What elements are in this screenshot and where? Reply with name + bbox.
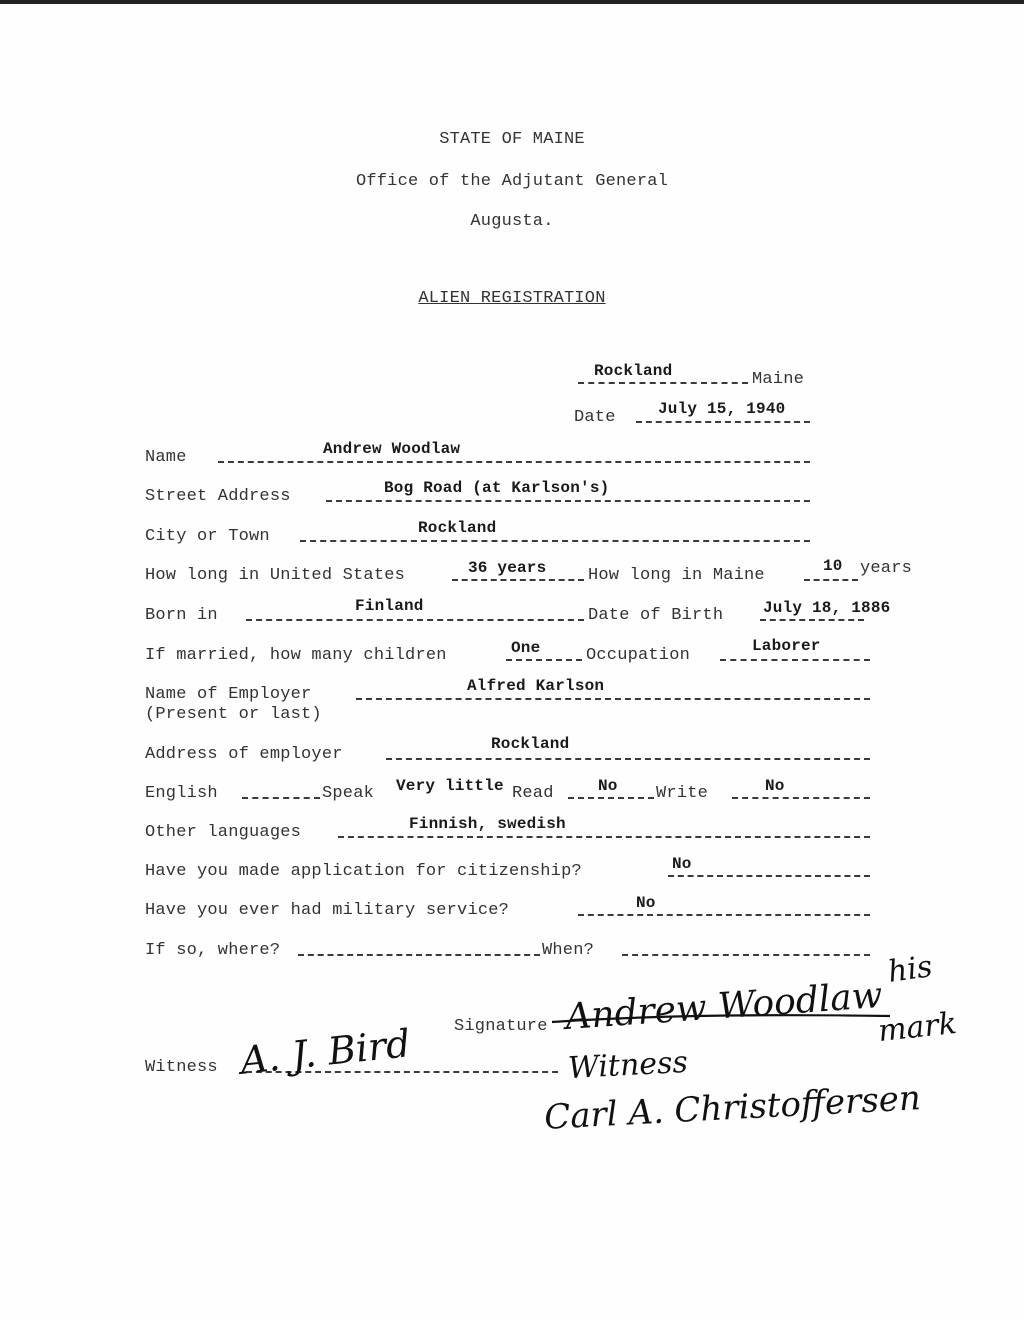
children-label: If married, how many children (145, 646, 447, 665)
citizenship-value: No (672, 855, 692, 873)
form-title: ALIEN REGISTRATION (418, 289, 606, 308)
office-heading: Office of the Adjutant General (355, 172, 669, 191)
name-label: Name (145, 448, 187, 467)
employer-sublabel: (Present or last) (145, 705, 322, 724)
place-town: Rockland (594, 362, 673, 380)
military-label: Have you ever had military service? (145, 901, 510, 920)
employer-label: Name of Employer (145, 685, 312, 704)
born-value: Finland (355, 597, 424, 615)
place-state-label: Maine (752, 370, 805, 389)
signature-his: his (885, 949, 935, 990)
born-label: Born in (145, 606, 218, 625)
street-label: Street Address (145, 487, 291, 506)
dob-value: July 18, 1886 (763, 599, 891, 617)
occupation-value: Laborer (752, 637, 821, 655)
employer-value: Alfred Karlson (467, 677, 605, 695)
city-label: City or Town (145, 527, 270, 546)
speak-value: Very little (396, 777, 504, 795)
other-languages-value: Finnish, swedish (409, 815, 566, 833)
date-label: Date (574, 408, 616, 427)
read-label: Read (512, 784, 554, 803)
city-value: Rockland (418, 519, 497, 537)
dob-label: Date of Birth (588, 606, 724, 625)
signature-name: Andrew Woodlaw (563, 974, 884, 1039)
where-label: If so, where? (145, 941, 281, 960)
witness-signature: A. J. Bird (238, 1021, 413, 1083)
maine-years-suffix: years (860, 559, 913, 578)
write-value: No (765, 777, 785, 795)
children-value: One (511, 639, 541, 657)
witness-label: Witness (145, 1058, 218, 1077)
date-value: July 15, 1940 (658, 400, 786, 418)
maine-years-label: How long in Maine (588, 566, 765, 585)
write-label: Write (656, 784, 709, 803)
citizenship-label: Have you made application for citizenship? (145, 862, 582, 881)
occupation-label: Occupation (586, 646, 691, 665)
signature-label: Signature (454, 1017, 548, 1036)
us-years-label: How long in United States (145, 566, 406, 585)
street-value: Bog Road (at Karlson's) (384, 479, 610, 497)
signature-witness-note: Witness (567, 1044, 689, 1087)
military-value: No (636, 894, 656, 912)
english-label: English (145, 784, 218, 803)
employer-address-value: Rockland (491, 735, 570, 753)
maine-years-value: 10 (823, 557, 843, 575)
read-value: No (598, 777, 618, 795)
employer-address-label: Address of employer (145, 745, 343, 764)
signature-witness2: Carl A. Christoffersen (543, 1078, 922, 1138)
state-heading: STATE OF MAINE (439, 130, 585, 149)
when-label: When? (542, 941, 595, 960)
name-value: Andrew Woodlaw (323, 440, 461, 458)
us-years-value: 36 years (468, 559, 547, 577)
speak-label: Speak (322, 784, 375, 803)
signature-mark: mark (876, 1005, 959, 1050)
city-heading: Augusta. (470, 212, 554, 231)
other-languages-label: Other languages (145, 823, 302, 842)
